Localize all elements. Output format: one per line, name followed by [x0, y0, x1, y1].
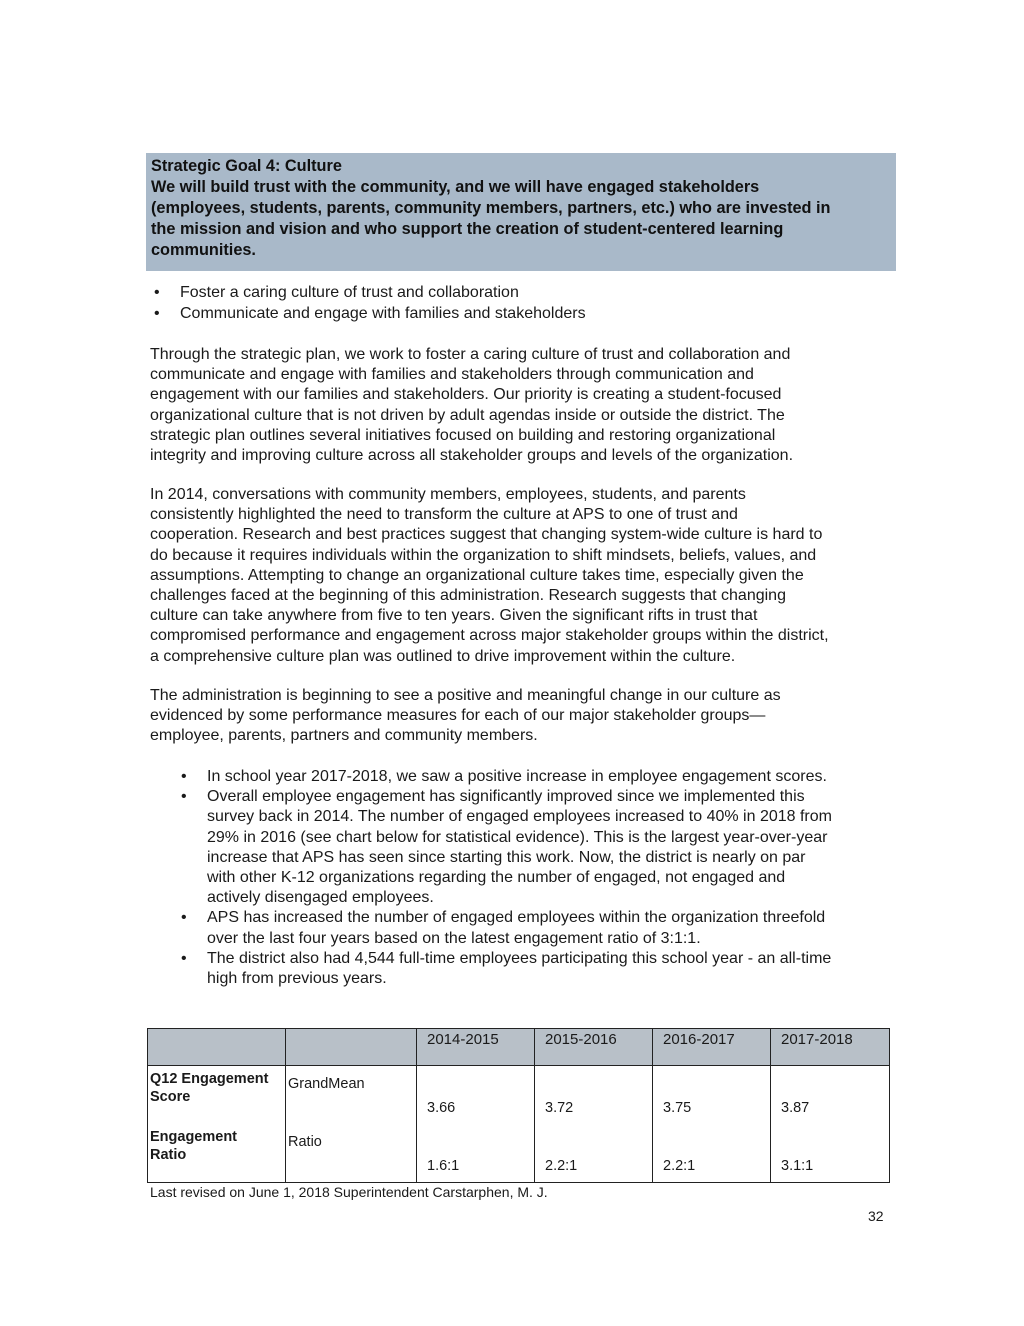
table-header-row [148, 1029, 890, 1066]
paragraph-line: The administration is beginning to see a positive and meaningful change in our culture as [150, 687, 781, 704]
list-item [181, 787, 832, 908]
paragraph-line: consistently highlighted the need to transform the culture at APS to one of trust and [150, 506, 738, 524]
row-label [148, 1066, 286, 1125]
paragraph-line: communicate and engage with families and stakeholders through communication and [150, 366, 754, 384]
paragraph-line: Through the strategic plan, we work to foster a caring culture of trust and collaboration and [150, 346, 791, 363]
paragraph-line: engagement with our families and stakeholders. Our priority is creating a student-focused [150, 386, 782, 404]
table-header-cell: 2017-2018 [771, 1029, 890, 1066]
table-cell: 3.75 [653, 1066, 771, 1125]
paragraph-line: In 2014, conversations with community members, employees, students, and parents [150, 486, 746, 503]
goal-statement-line: We will build trust with the community, and we will have engaged stakeholders [151, 178, 760, 196]
list-item-line: survey back in 2014. The number of engaged employees increased to 40% in 2018 from [207, 808, 832, 826]
paragraph-strategic-plan [150, 345, 793, 466]
table-cell: 3.72 [535, 1066, 653, 1125]
paragraph-line: assumptions. Attempting to change an organizational culture takes time, especially given the [150, 566, 804, 584]
table-cell: 2.2:1 [535, 1124, 653, 1183]
engagement-evidence-list [181, 767, 832, 989]
table-cell: 1.6:1 [417, 1124, 535, 1183]
row-label-line: Q12 Engagement [150, 1071, 269, 1087]
list-item [181, 767, 832, 787]
paragraph-2014-conversations [150, 485, 829, 667]
paragraph-line: integrity and improving culture across all stakeholder groups and levels of the organization. [150, 447, 794, 465]
list-item-line: • APS has increased the number of engaged employees within the organization threefold [207, 909, 826, 927]
table-cell: 2.2:1 [653, 1124, 771, 1183]
paragraph-line: culture can take anywhere from five to ten years. Given the significant rifts in trust that [150, 607, 758, 625]
paragraph-line: challenges faced at the beginning of this administration. Research suggests that changing [150, 587, 786, 605]
list-item-line: • In school year 2017-2018, we saw a positive increase in employee engagement scores. [207, 768, 827, 785]
paragraph-line: evidenced by some performance measures for each of our major stakeholder groups— [150, 707, 766, 725]
table-row [148, 1124, 890, 1183]
goal-statement-line: (employees, students, parents, community members, partners, etc.) who are invested in [151, 199, 831, 217]
row-label-line: Engagement [150, 1129, 238, 1145]
row-measure: GrandMean [286, 1066, 417, 1125]
list-item-line: actively disengaged employees. [207, 889, 434, 907]
page-number: 32 [868, 1208, 884, 1224]
list-item [181, 949, 832, 989]
paragraph-line: employee, parents, partners and community members. [150, 727, 538, 745]
paragraph-line: a comprehensive culture plan was outlined to drive improvement within the culture. [150, 647, 736, 665]
list-item-line: 29% in 2016 (see chart below for statistical evidence). This is the largest year-over-year [207, 828, 828, 846]
row-label-line: Score [150, 1089, 191, 1105]
row-measure: Ratio [286, 1124, 417, 1183]
objective-list [154, 282, 586, 324]
paragraph-line: organizational culture that is not driven by adult agendas inside or outside the district. The [150, 406, 785, 424]
list-item-line: high from previous years. [207, 970, 387, 988]
list-item: • Communicate and engage with families and stakeholders [154, 303, 586, 324]
table-header-cell [286, 1029, 417, 1066]
table-header-cell [148, 1029, 286, 1066]
row-label [148, 1124, 286, 1183]
paragraph-administration [150, 686, 781, 747]
table-row [148, 1066, 890, 1125]
table-header-cell: 2015-2016 [535, 1029, 653, 1066]
revision-footer: Last revised on June 1, 2018 Superintendent Carstarphen, M. J. [150, 1184, 548, 1200]
paragraph-line: compromised performance and engagement across major stakeholder groups within the district, [150, 627, 829, 645]
goal-statement-line: communities. [151, 241, 256, 259]
row-label-line: Ratio [150, 1147, 187, 1163]
goal-statement-line: the mission and vision and who support the creation of student-centered learning [151, 220, 784, 238]
paragraph-line: strategic plan outlines several initiatives focused on building and restoring organizational [150, 426, 776, 444]
strategic-goal-box [146, 153, 896, 271]
paragraph-line: do because it requires individuals within the organization to shift mindsets, beliefs, values, and [150, 546, 817, 564]
table-header-cell: 2016-2017 [653, 1029, 771, 1066]
list-item-line: with other K-12 organizations regarding the number of engaged, not engaged and [207, 869, 786, 887]
table-cell: 3.87 [771, 1066, 890, 1125]
engagement-metrics-table [147, 1028, 890, 1183]
paragraph-line: cooperation. Research and best practices suggest that changing system-wide culture is hard to [150, 526, 823, 544]
table-cell: 3.66 [417, 1066, 535, 1125]
list-item-line: increase that APS has seen since starting this work. Now, the district is nearly on par [207, 848, 806, 866]
table-header-cell: 2014-2015 [417, 1029, 535, 1066]
list-item-line: over the last four years based on the latest engagement ratio of 3:1:1. [207, 929, 701, 947]
list-item: • Foster a caring culture of trust and collaboration [154, 282, 586, 303]
goal-title: Strategic Goal 4: Culture [151, 157, 342, 175]
table-cell: 3.1:1 [771, 1124, 890, 1183]
list-item [181, 908, 832, 948]
list-item-line: • The district also had 4,544 full-time employees participating this school year - an all-time [207, 949, 832, 967]
list-item-line: • Overall employee engagement has significantly improved since we implemented this [207, 788, 805, 806]
